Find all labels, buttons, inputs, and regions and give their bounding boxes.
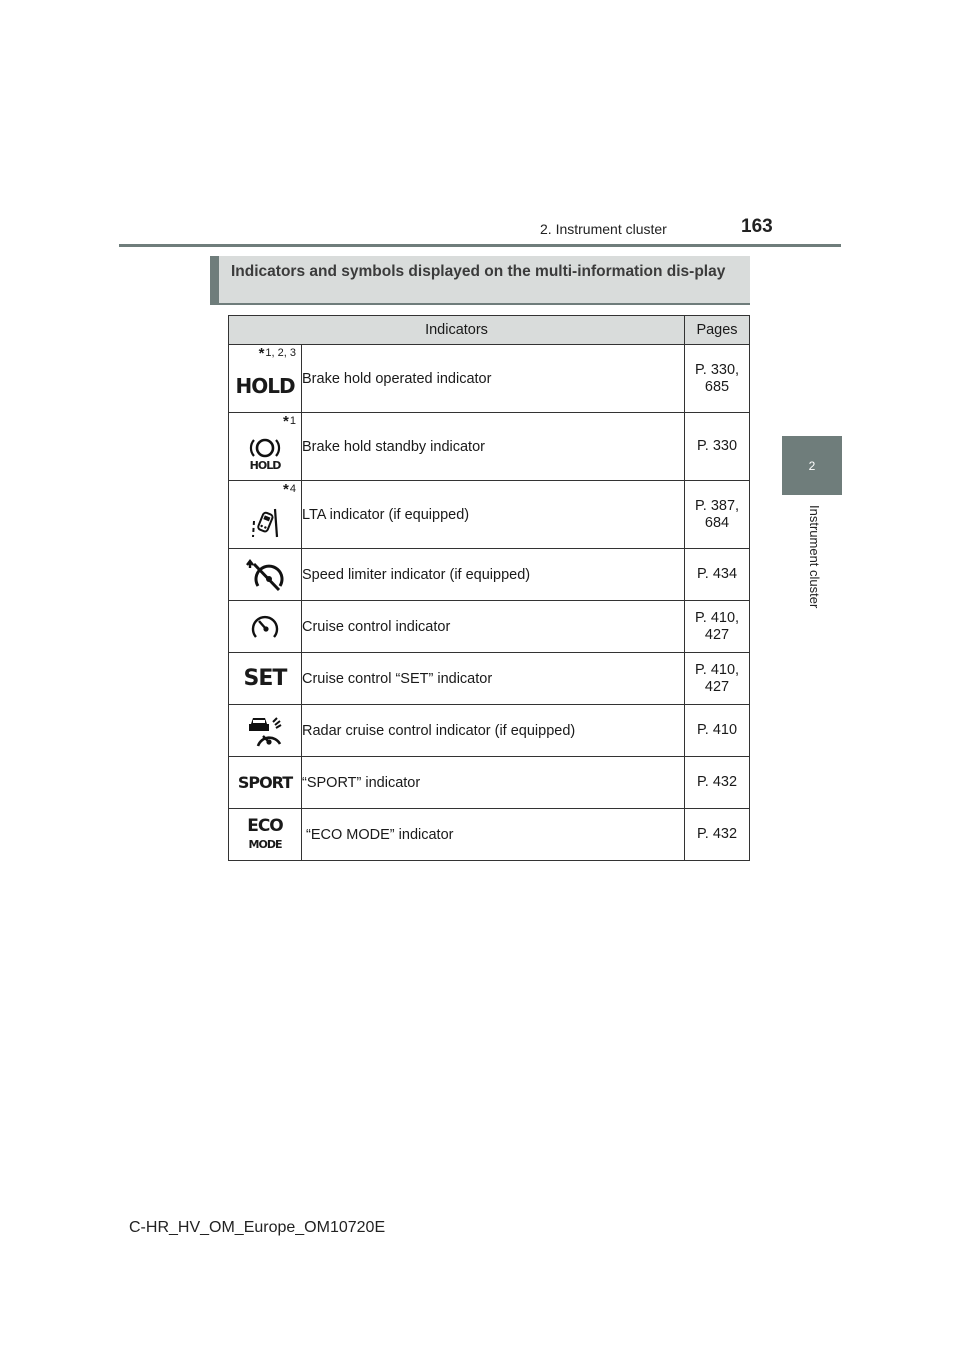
note-ref: *1 bbox=[283, 413, 296, 430]
note-ref: *4 bbox=[283, 481, 296, 498]
row-pages: P. 330, 685 bbox=[685, 345, 750, 413]
row-pages: P. 434 bbox=[685, 549, 750, 601]
header-section-title: 2. Instrument cluster bbox=[540, 221, 667, 237]
chapter-number: 2 bbox=[808, 458, 816, 473]
hold-icon: HOLD bbox=[235, 373, 295, 398]
set-icon: SET bbox=[243, 666, 287, 691]
note-ref: *1, 2, 3 bbox=[258, 345, 296, 362]
table-row bbox=[229, 705, 750, 757]
row-desc: Radar cruise control indicator (if equipped) bbox=[302, 705, 685, 757]
row-desc: Brake hold operated indicator bbox=[302, 345, 685, 413]
table-header-row bbox=[229, 316, 750, 345]
row-pages: P. 410, 427 bbox=[685, 653, 750, 705]
table-row bbox=[229, 345, 750, 413]
row-desc: Brake hold standby indicator bbox=[302, 413, 685, 481]
hold-small-label: HOLD bbox=[249, 458, 281, 472]
speed-limiter-icon bbox=[245, 558, 285, 592]
chapter-tab bbox=[782, 436, 842, 495]
icon-cell bbox=[229, 601, 302, 653]
row-desc: “SPORT” indicator bbox=[302, 757, 685, 809]
row-desc: Speed limiter indicator (if equipped) bbox=[302, 549, 685, 601]
indicators-table bbox=[228, 315, 750, 861]
icon-cell bbox=[229, 549, 302, 601]
row-pages: P. 410, 427 bbox=[685, 601, 750, 653]
table-row bbox=[229, 549, 750, 601]
lta-icon bbox=[250, 505, 280, 539]
table-row bbox=[229, 413, 750, 481]
row-pages: P. 432 bbox=[685, 809, 750, 861]
header-rule bbox=[119, 244, 841, 247]
row-desc: Cruise control indicator bbox=[302, 601, 685, 653]
page-number: 163 bbox=[741, 216, 773, 237]
brake-hold-standby-icon bbox=[247, 436, 283, 460]
table-row bbox=[229, 809, 750, 861]
row-desc: LTA indicator (if equipped) bbox=[302, 481, 685, 549]
icon-cell bbox=[229, 757, 302, 809]
table-row bbox=[229, 653, 750, 705]
cruise-control-icon bbox=[250, 613, 280, 641]
row-pages: P. 410 bbox=[685, 705, 750, 757]
row-pages: P. 387, 684 bbox=[685, 481, 750, 549]
row-desc: Cruise control “SET” indicator bbox=[302, 653, 685, 705]
eco-mode-icon: ECO MODE bbox=[247, 815, 283, 851]
chapter-label: Instrument cluster bbox=[807, 505, 822, 609]
table-row bbox=[229, 481, 750, 549]
table-row bbox=[229, 601, 750, 653]
section-title-box bbox=[210, 256, 750, 305]
table-row bbox=[229, 757, 750, 809]
col-indicators: Indicators bbox=[229, 316, 685, 345]
icon-cell bbox=[229, 345, 302, 413]
section-title: Indicators and symbols displayed on the multi-information dis-play bbox=[231, 263, 726, 280]
radar-cruise-icon bbox=[245, 714, 285, 748]
icon-cell bbox=[229, 705, 302, 757]
icon-cell bbox=[229, 653, 302, 705]
col-pages: Pages bbox=[685, 316, 750, 345]
row-pages: P. 432 bbox=[685, 757, 750, 809]
icon-cell bbox=[229, 413, 302, 481]
footer-doc-id: C-HR_HV_OM_Europe_OM10720E bbox=[129, 1219, 386, 1236]
icon-cell bbox=[229, 809, 302, 861]
sport-icon: SPORT bbox=[237, 773, 293, 792]
row-desc: “ECO MODE” indicator bbox=[302, 809, 685, 861]
row-pages: P. 330 bbox=[685, 413, 750, 481]
icon-cell bbox=[229, 481, 302, 549]
